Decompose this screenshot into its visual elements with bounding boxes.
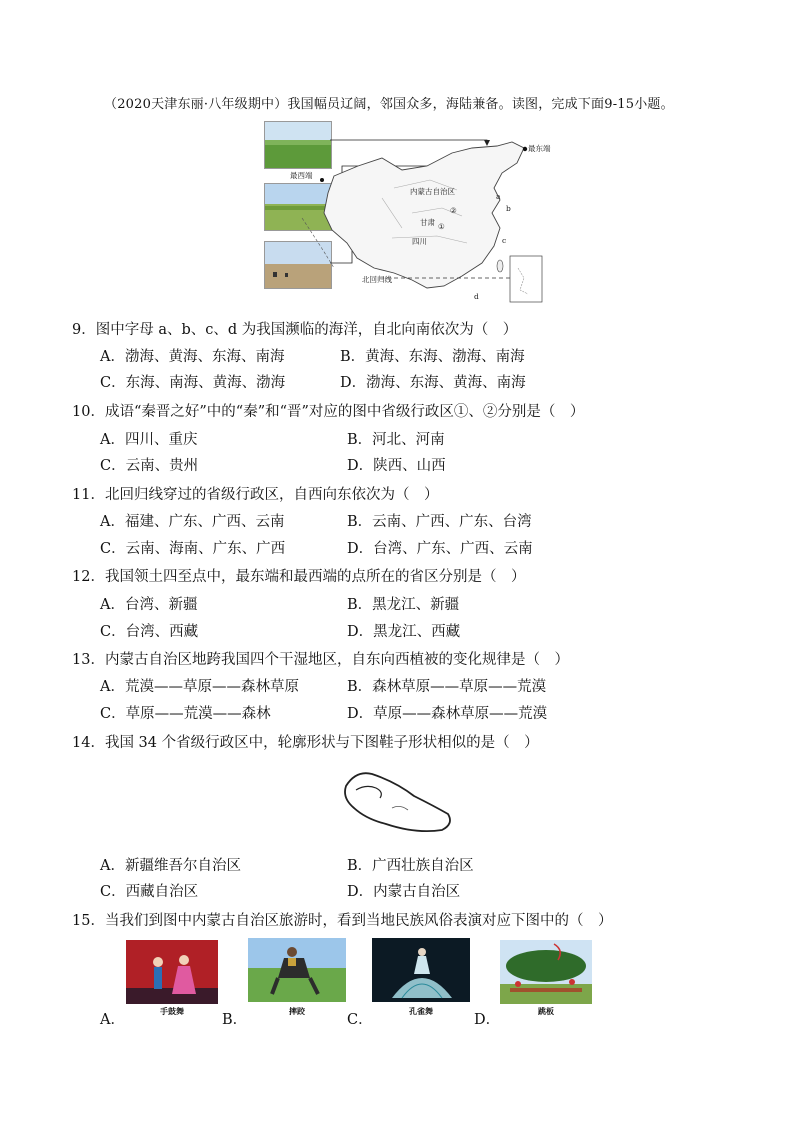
sichuan-label: 四川: [412, 237, 427, 246]
q11-option-d[interactable]: D．台湾、广东、广西、云南: [347, 541, 533, 557]
region-one-label: ①: [438, 222, 445, 231]
q15-picture-b-caption: 摔跤: [289, 1007, 305, 1016]
q9-option-b[interactable]: B．黄海、东海、渤海、南海: [340, 349, 525, 365]
q12-option-c[interactable]: C．台湾、西藏: [100, 624, 199, 640]
q12-option-b[interactable]: B．黑龙江、新疆: [347, 597, 460, 613]
q15-option-a[interactable]: A．: [100, 1012, 125, 1028]
sea-c-label: c: [502, 236, 507, 245]
tropic-label: 北回归线: [362, 275, 392, 284]
q14-option-b[interactable]: B．广西壮族自治区: [347, 858, 474, 874]
q9-option-a[interactable]: A．渤海、黄海、东海、南海: [100, 349, 285, 365]
inner-mongolia-label: 内蒙古自治区: [410, 187, 455, 196]
question-15: 15．当我们到图中内蒙古自治区旅游时，看到当地民族风俗表演对应下图中的（ ）: [72, 913, 613, 929]
question-9: 9．图中字母 a、b、c、d 为我国濒临的海洋，自北向南依次为（ ）: [72, 322, 518, 338]
q14-option-d[interactable]: D．内蒙古自治区: [347, 884, 461, 900]
q15-option-b[interactable]: B．: [222, 1012, 248, 1028]
china-outline-map: [262, 118, 562, 310]
sea-a-label: a: [496, 192, 501, 201]
q12-option-a[interactable]: A．台湾、新疆: [100, 597, 198, 613]
gansu-label: 甘肃: [420, 218, 435, 227]
q9-option-d[interactable]: D．渤海、东海、黄海、南海: [340, 375, 526, 391]
q11-option-c[interactable]: C．云南、海南、广东、广西: [100, 541, 286, 557]
q15-option-d[interactable]: D．: [474, 1012, 501, 1028]
q13-option-d[interactable]: D．草原——森林草原——荒漠: [347, 706, 548, 722]
question-11: 11．北回归线穿过的省级行政区，自西向东依次为（ ）: [72, 487, 439, 503]
question-12: 12．我国领土四至点中，最东端和最西端的点所在的省区分别是（ ）: [72, 569, 526, 585]
q12-option-d[interactable]: D．黑龙江、西藏: [347, 624, 461, 640]
q15-picture-c[interactable]: [372, 938, 470, 1016]
q14-option-c[interactable]: C．西藏自治区: [100, 884, 199, 900]
q10-option-a[interactable]: A．四川、重庆: [100, 432, 198, 448]
q13-option-b[interactable]: B．森林草原——草原——荒漠: [347, 679, 547, 695]
question-10: 10．成语“秦晋之好”中的“秦”和“晋”对应的图中省级行政区①、②分别是（ ）: [72, 404, 585, 420]
q11-option-b[interactable]: B．云南、广西、广东、台湾: [347, 514, 532, 530]
shoe-outline-figure: [336, 764, 458, 840]
q10-option-c[interactable]: C．云南、贵州: [100, 458, 199, 474]
q10-option-d[interactable]: D．陕西、山西: [347, 458, 446, 474]
q13-option-c[interactable]: C．草原——荒漠——森林: [100, 706, 271, 722]
q15-option-c[interactable]: C．: [347, 1012, 373, 1028]
q14-option-a[interactable]: A．新疆维吾尔自治区: [100, 858, 241, 874]
q15-picture-a[interactable]: [126, 940, 218, 1016]
intro-text: （2020天津东丽·八年级期中）我国幅员辽阔，邻国众多，海陆兼备。读图，完成下面9-15小题。: [104, 97, 674, 112]
region-two-label: ②: [450, 206, 457, 215]
sea-b-label: b: [506, 204, 511, 213]
east-point-label: 最东端: [528, 144, 551, 153]
question-14: 14．我国 34 个省级行政区中，轮廓形状与下图鞋子形状相似的是（ ）: [72, 735, 539, 751]
q15-picture-a-caption: 手鼓舞: [160, 1007, 184, 1016]
west-point-label: 最西端: [290, 171, 313, 180]
q15-picture-d[interactable]: [500, 940, 592, 1016]
q15-picture-b[interactable]: [248, 938, 346, 1016]
q15-picture-d-caption: 跳板: [538, 1007, 554, 1016]
sea-d-label: d: [474, 292, 479, 301]
question-13: 13．内蒙古自治区地跨我国四个干湿地区，自东向西植被的变化规律是（ ）: [72, 652, 569, 668]
q10-option-b[interactable]: B．河北、河南: [347, 432, 445, 448]
q13-option-a[interactable]: A．荒漠——草原——森林草原: [100, 679, 299, 695]
q11-option-a[interactable]: A．福建、广东、广西、云南: [100, 514, 285, 530]
map-figure: [262, 118, 562, 310]
q9-option-c[interactable]: C．东海、南海、黄海、渤海: [100, 375, 286, 391]
q15-picture-c-caption: 孔雀舞: [409, 1007, 433, 1016]
